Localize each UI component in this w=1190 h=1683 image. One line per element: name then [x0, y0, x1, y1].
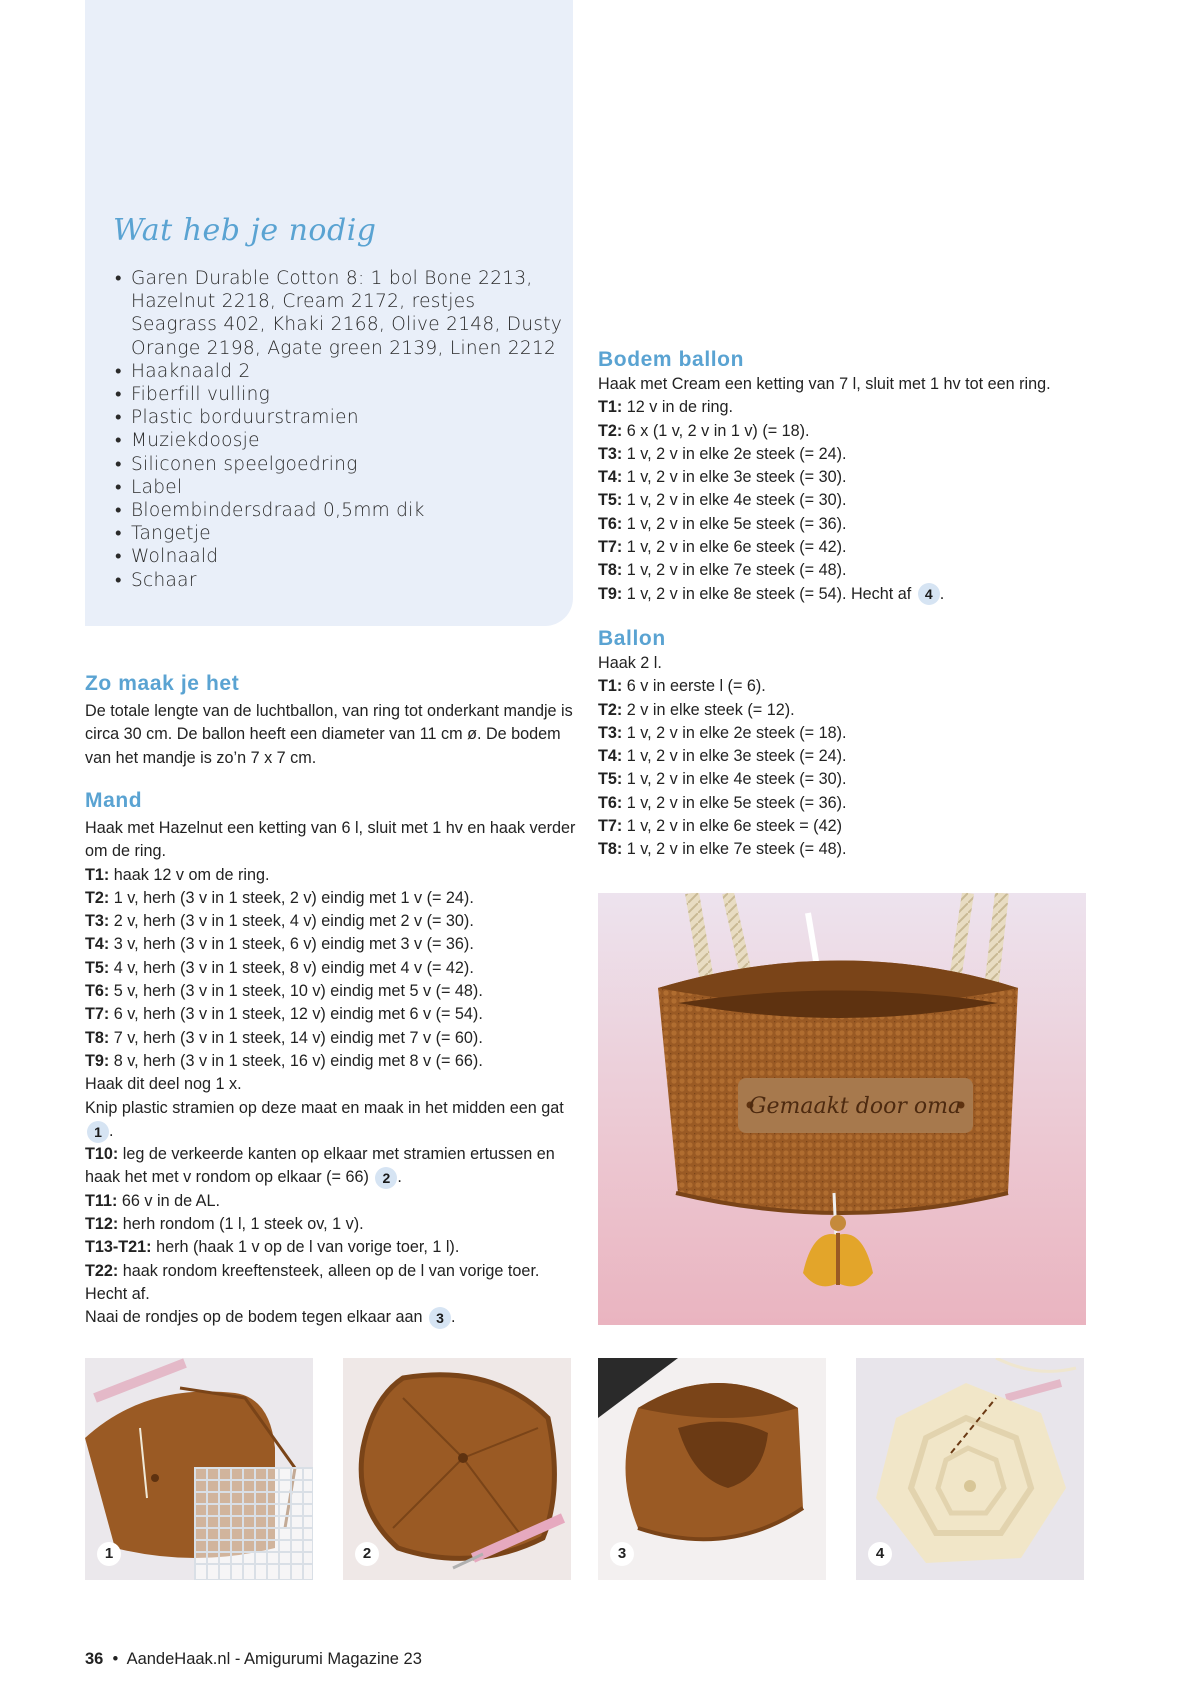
ballon-intro: Haak 2 l.	[598, 654, 662, 672]
row-text: 12 v in de ring.	[622, 398, 733, 417]
row-label: T7:	[598, 538, 623, 557]
sew-text: Naai de rondjes op de bodem tegen elkaar aan	[85, 1308, 423, 1327]
row-line	[598, 745, 1098, 768]
list-item: • Wolnaald	[115, 545, 565, 568]
row-text: 5 v, herh (3 v in 1 steek, 10 v) eindig met 5 v (= 48).	[109, 982, 483, 1001]
row-text: herh (haak 1 v op de l van vorige toer, 1 l).	[151, 1238, 460, 1257]
bodem-intro: Haak met Cream een ketting van 7 l, sluit met 1 hv tot een ring.	[598, 375, 1051, 393]
row-label: T12:	[85, 1215, 119, 1234]
list-item: • Siliconen speelgoedring	[115, 453, 565, 476]
step-photo-2	[343, 1358, 571, 1580]
basket-photo-art	[598, 893, 1086, 1325]
cut-text: Knip plastic stramien op deze maat en maak in het midden een gat	[85, 1098, 564, 1117]
row-label: T5:	[598, 770, 623, 789]
row-line	[598, 559, 1098, 582]
row-label: T1:	[85, 865, 110, 884]
row-label: T2:	[598, 421, 623, 440]
row-line: Naai de rondjes op de bodem tegen elkaar aan 3 .	[85, 1306, 583, 1329]
row-label: T3:	[598, 723, 623, 742]
mand-intro: Haak met Hazelnut een ketting van 6 l, sluit met 1 hv en haak verder om de ring.	[85, 819, 576, 861]
row-line	[85, 1003, 583, 1026]
row-line	[85, 980, 583, 1003]
row-line	[85, 1236, 583, 1259]
footer-bullet: •	[112, 1650, 119, 1668]
row-label: T7:	[598, 817, 623, 836]
row-line	[85, 1213, 583, 1236]
row-text: 1 v, 2 v in elke 5e steek (= 36).	[622, 514, 847, 533]
row-text: 1 v, 2 v in elke 4e steek (= 30).	[622, 770, 847, 789]
row-line	[598, 420, 1098, 443]
row-label: T4:	[598, 468, 623, 487]
row-text: 1 v, 2 v in elke 5e steek (= 36).	[622, 793, 847, 812]
row-label: T6:	[598, 793, 623, 812]
row-line	[598, 489, 1098, 512]
row-label: T1:	[598, 398, 623, 417]
row-text: 4 v, herh (3 v in 1 steek, 8 v) eindig met 4 v (= 42).	[109, 958, 474, 977]
row-text: 3 v, herh (3 v in 1 steek, 6 v) eindig met 3 v (= 36).	[109, 935, 474, 954]
row-label: T6:	[85, 982, 110, 1001]
row-line	[598, 536, 1098, 559]
step-badge-3: 3	[429, 1307, 451, 1329]
row-label: T6:	[598, 514, 623, 533]
row-label: T2:	[85, 888, 110, 907]
row-label: T2:	[598, 700, 623, 719]
row-line	[85, 1190, 583, 1213]
basket-label-text: Gemaakt door oma	[748, 1094, 962, 1119]
step-number: 3	[610, 1542, 634, 1566]
row-text: leg de verkeerde kanten op elkaar met stramien ertussen en haak het met v rondom op elkaar (= 66)	[85, 1145, 555, 1187]
row-label: T9:	[598, 584, 623, 603]
list-item: • Schaar	[115, 569, 565, 592]
intro-text	[85, 700, 575, 770]
row-text: 8 v, herh (3 v in 1 steek, 16 v) eindig met 8 v (= 66).	[109, 1051, 483, 1070]
ballon-instructions	[598, 652, 1098, 862]
page-number: 36	[85, 1650, 104, 1668]
row-line	[598, 838, 1098, 861]
row-line	[598, 815, 1098, 838]
row-line	[598, 396, 1098, 419]
row-text: 6 x (1 v, 2 v in 1 v) (= 18).	[622, 421, 810, 440]
row-text: 1 v, 2 v in elke 2e steek (= 18).	[622, 723, 847, 742]
row-line	[598, 466, 1098, 489]
row-label: T8:	[85, 1028, 110, 1047]
step-photo-4	[856, 1358, 1084, 1580]
row-line	[85, 864, 583, 887]
row-label: T10:	[85, 1145, 119, 1164]
row-text: 1 v, 2 v in elke 6e steek (= 42).	[622, 538, 847, 557]
row-text: 6 v in eerste l (= 6).	[622, 677, 766, 696]
row-line: T9: 1 v, 2 v in elke 8e steek (= 54). Hecht af 4 .	[598, 583, 1098, 606]
step-photo-1	[85, 1358, 313, 1580]
row-label: T13-T21:	[85, 1238, 152, 1257]
footer-text: AandeHaak.nl - Amigurumi Magazine 23	[126, 1650, 422, 1668]
intro-heading: Zo maak je het	[85, 672, 240, 695]
row-line	[598, 768, 1098, 791]
row-text: herh rondom (1 l, 1 steek ov, 1 v).	[118, 1215, 364, 1234]
row-line	[85, 887, 583, 910]
list-item: • Label	[115, 476, 565, 499]
page-footer	[85, 1650, 422, 1669]
row-text: haak rondom kreeftensteek, alleen op de l van vorige toer. Hecht af.	[85, 1261, 540, 1303]
mand-instructions	[85, 817, 583, 1330]
step-badge-4: 4	[918, 583, 940, 605]
list-item: • Haaknaald 2	[115, 360, 565, 383]
step-number: 2	[355, 1542, 379, 1566]
basket-photo	[598, 893, 1086, 1325]
list-item: • Bloembindersdraad 0,5mm dik	[115, 499, 565, 522]
step-badge-1: 1	[87, 1121, 109, 1143]
row-text: 1 v, 2 v in elke 8e steek (= 54). Hecht af	[622, 584, 912, 603]
row-text: 1 v, 2 v in elke 3e steek (= 30).	[622, 468, 847, 487]
row-label: T5:	[85, 958, 110, 977]
row-text: 1 v, 2 v in elke 2e steek (= 24).	[622, 444, 847, 463]
row-line: T10: leg de verkeerde kanten op elkaar met stramien ertussen en haak het met v rondom op elkaar (= 66) 2 .	[85, 1143, 583, 1190]
row-label: T11:	[85, 1191, 118, 1210]
row-line	[598, 443, 1098, 466]
row-line	[85, 957, 583, 980]
row-line	[598, 513, 1098, 536]
row-label: T1:	[598, 677, 623, 696]
materials-list	[115, 267, 565, 592]
row-label: T3:	[85, 912, 110, 931]
row-line	[85, 933, 583, 956]
row-text: 1 v, 2 v in elke 6e steek = (42)	[622, 817, 842, 836]
row-label: T3:	[598, 444, 623, 463]
row-label: T5:	[598, 491, 623, 510]
row-text: 1 v, 2 v in elke 3e steek (= 24).	[622, 747, 847, 766]
row-text: 1 v, 2 v in elke 4e steek (= 30).	[622, 491, 847, 510]
row-label: T4:	[598, 747, 623, 766]
row-text: 1 v, 2 v in elke 7e steek (= 48).	[622, 561, 847, 580]
row-label: T4:	[85, 935, 110, 954]
row-label: T8:	[598, 561, 623, 580]
list-item: • Muziekdoosje	[115, 429, 565, 452]
step-number: 1	[97, 1542, 121, 1566]
repeat-note: Haak dit deel nog 1 x.	[85, 1075, 242, 1094]
row-line	[85, 910, 583, 933]
step-badge-2: 2	[375, 1167, 397, 1189]
intro-paragraph: De totale lengte van de luchtballon, van ring tot onderkant mandje is circa 30 cm. De ballon heeft een diameter van 11 cm ø. De bodem van het mandje is zo’n 7 x 7 cm.	[85, 702, 573, 767]
row-line	[85, 1260, 583, 1307]
list-item: • Plastic borduurstramien	[115, 406, 565, 429]
row-line	[85, 1027, 583, 1050]
list-item: • Tangetje	[115, 522, 565, 545]
row-label: T7:	[85, 1005, 110, 1024]
row-text: 1 v, herh (3 v in 1 steek, 2 v) eindig met 1 v (= 24).	[109, 888, 474, 907]
list-item: • Garen Durable Cotton 8: 1 bol Bone 2213, Hazelnut 2218, Cream 2172, restjes Seagrass 402, Khaki 2168, Olive 2148, Dusty Orange 2198, Agate green 2139, Linen 2212	[115, 267, 565, 360]
row-line	[598, 699, 1098, 722]
row-text: 66 v in de AL.	[117, 1191, 220, 1210]
row-line: Knip plastic stramien op deze maat en maak in het midden een gat 1 .	[85, 1097, 583, 1144]
step-photo-3	[598, 1358, 826, 1580]
row-text: 2 v, herh (3 v in 1 steek, 4 v) eindig met 2 v (= 30).	[109, 912, 474, 931]
row-text: 6 v, herh (3 v in 1 steek, 12 v) eindig met 6 v (= 54).	[109, 1005, 483, 1024]
row-line	[598, 722, 1098, 745]
ballon-heading: Ballon	[598, 627, 666, 650]
row-label: T8:	[598, 840, 623, 859]
bodem-heading: Bodem ballon	[598, 348, 745, 371]
bodem-instructions	[598, 373, 1098, 606]
row-line	[598, 792, 1098, 815]
row-line	[85, 1050, 583, 1073]
list-item: • Fiberfill vulling	[115, 383, 565, 406]
mand-heading: Mand	[85, 789, 143, 812]
row-text: 1 v, 2 v in elke 7e steek (= 48).	[622, 840, 847, 859]
row-text: 7 v, herh (3 v in 1 steek, 14 v) eindig met 7 v (= 60).	[109, 1028, 483, 1047]
row-text: haak 12 v om de ring.	[109, 865, 270, 884]
row-text: 2 v in elke steek (= 12).	[622, 700, 795, 719]
row-line	[598, 675, 1098, 698]
row-label: T9:	[85, 1051, 110, 1070]
step-number: 4	[868, 1542, 892, 1566]
row-label: T22:	[85, 1261, 119, 1280]
materials-title: Wat heb je nodig	[113, 213, 377, 248]
